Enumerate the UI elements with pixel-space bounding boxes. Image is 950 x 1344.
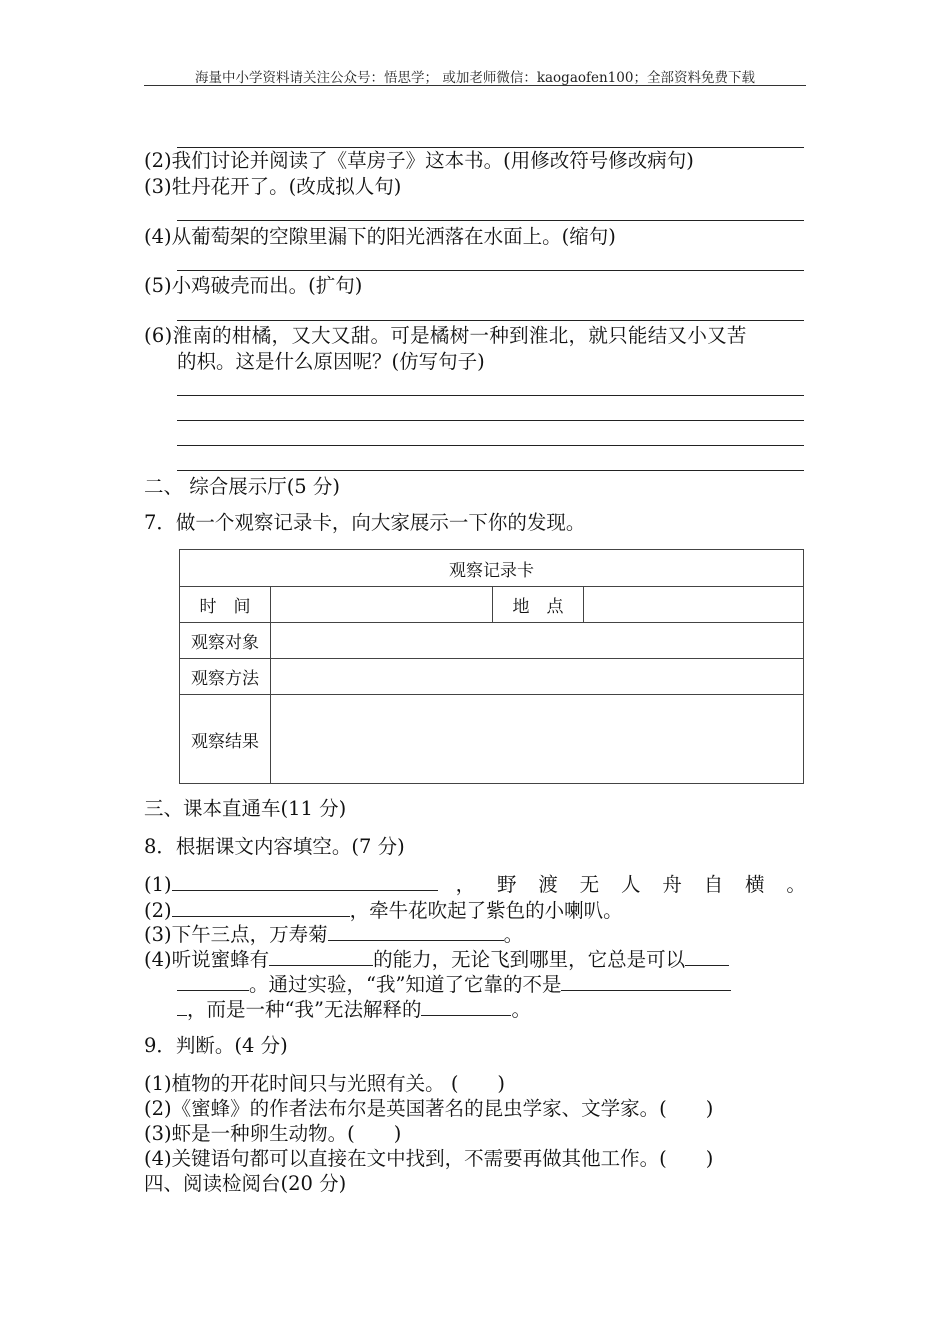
section-4-title: 四、阅读检阅台(20 分): [144, 1172, 347, 1195]
section-2-title: 二、 综合展示厅(5 分): [144, 475, 341, 498]
question-8-4-line1: [144, 946, 729, 973]
q8-1-verse-char: ，: [455, 873, 476, 896]
section-3-title: 三、课本直通车(11 分): [144, 797, 347, 820]
question-9-4: (4)关键语句都可以直接在文中找到，不需要再做其他工作。( ): [144, 1147, 714, 1170]
q8-4-text-e: 。: [511, 998, 531, 1021]
observation-card: [179, 549, 804, 784]
question-8-4-line3: [177, 996, 531, 1023]
answer-line[interactable]: [177, 445, 804, 446]
card-title: 观察记录卡: [180, 550, 804, 587]
card-result-field[interactable]: [271, 695, 804, 784]
question-9-1: (1)植物的开花时间只与光照有关。 ( ): [144, 1072, 506, 1095]
card-method-label: 观察方法: [180, 659, 271, 695]
q8-3-blank[interactable]: [328, 921, 504, 941]
question-8-2: [144, 897, 623, 924]
q8-1-verse-char: 渡: [538, 873, 558, 896]
q8-2-blank[interactable]: [172, 897, 350, 917]
question-9-3: (3)虾是一种卵生动物。( ): [144, 1122, 402, 1145]
answer-line[interactable]: [177, 420, 804, 421]
header-divider: [144, 85, 806, 86]
question-4: (4)从葡萄架的空隙里漏下的阳光洒落在水面上。(缩句): [144, 225, 616, 248]
q8-4-blank-2b[interactable]: [177, 971, 249, 991]
q8-1-verse-char: 。: [786, 873, 806, 896]
question-8: 8．根据课文内容填空。(7 分): [144, 835, 405, 858]
question-5: (5)小鸡破壳而出。(扩句): [144, 274, 363, 297]
question-8-1: [144, 871, 806, 898]
question-9: 9．判断。(4 分): [144, 1034, 288, 1057]
question-6-line2: 的枳。这是什么原因呢？(仿写句子): [177, 350, 485, 373]
question-8-4-line2: [177, 971, 731, 998]
question-3: (3)牡丹花开了。(改成拟人句): [144, 175, 402, 198]
q8-1-verse-char: 野: [496, 873, 517, 896]
q8-4-blank-3b[interactable]: [177, 996, 187, 1016]
q8-2-text: ，牵牛花吹起了紫色的小喇叭。: [349, 899, 623, 922]
card-object-field[interactable]: [271, 623, 804, 659]
q8-4-text-b: 的能力，无论飞到哪里，它总是可以: [373, 948, 686, 971]
question-6-line1: (6)淮南的柑橘，又大又甜。可是橘树一种到淮北，就只能结又小又苦: [144, 324, 747, 347]
answer-line[interactable]: [177, 220, 804, 221]
q8-4-blank-4[interactable]: [421, 996, 511, 1016]
q8-4-text-d: ，而是一种“我”无法解释的: [187, 998, 422, 1021]
answer-line[interactable]: [177, 470, 804, 471]
card-result-label: 观察结果: [180, 695, 271, 784]
answer-line[interactable]: [177, 320, 804, 321]
card-time-field[interactable]: [271, 587, 493, 623]
question-8-3: [144, 921, 523, 948]
q8-4-blank-2a[interactable]: [685, 946, 729, 966]
q8-4-blank-1[interactable]: [269, 946, 373, 966]
q8-3-end: 。: [503, 923, 524, 946]
page-header: 海量中小学资料请关注公众号：悟思学； 或加老师微信：kaogaofen100；全部资料免费下载: [195, 70, 755, 86]
q8-1-verse: [438, 872, 806, 898]
card-place-field[interactable]: [584, 587, 804, 623]
q8-1-verse-char: 人: [621, 873, 641, 896]
q8-1-verse-char: 自: [703, 873, 724, 896]
question-2: (2)我们讨论并阅读了《草房子》这本书。(用修改符号修改病句): [144, 149, 694, 172]
q8-4-text-a: (4)听说蜜蜂有: [144, 948, 270, 971]
q8-3-text: (3)下午三点，万寿菊: [144, 923, 328, 946]
answer-line[interactable]: [177, 395, 804, 396]
q8-2-number: (2): [144, 899, 172, 922]
card-time-label: 时 间: [180, 587, 271, 623]
card-object-label: 观察对象: [180, 623, 271, 659]
q8-1-blank[interactable]: [172, 871, 438, 891]
card-place-label: 地 点: [493, 587, 584, 623]
q8-4-blank-3a[interactable]: [561, 971, 731, 991]
q8-1-verse-char: 无: [579, 873, 600, 896]
question-9-2: (2)《蜜蜂》的作者法布尔是英国著名的昆虫学家、文学家。( ): [144, 1097, 714, 1120]
q8-1-verse-char: 舟: [662, 873, 682, 896]
card-method-field[interactable]: [271, 659, 804, 695]
q8-1-verse-char: 横: [745, 873, 765, 896]
question-7: 7．做一个观察记录卡，向大家展示一下你的发现。: [144, 511, 586, 534]
q8-4-text-c: 。通过实验，“我”知道了它靠的不是: [249, 973, 562, 996]
q8-1-number: (1): [144, 873, 172, 896]
answer-line[interactable]: [177, 270, 804, 271]
